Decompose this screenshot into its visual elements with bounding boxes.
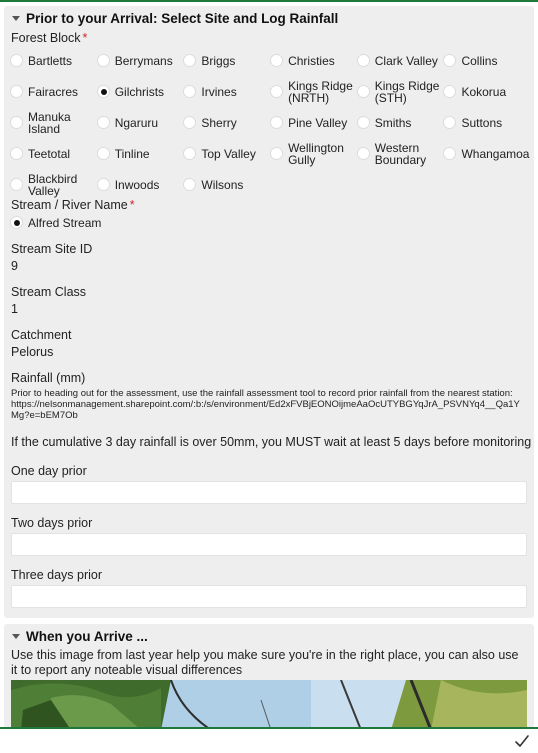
two-days-prior-label: Two days prior bbox=[11, 516, 93, 530]
forest-block-option-label: Suttons bbox=[461, 115, 503, 130]
forest-block-option[interactable] bbox=[357, 138, 444, 169]
one-day-prior-input[interactable] bbox=[11, 481, 527, 504]
stream-option-alfred[interactable] bbox=[10, 216, 101, 229]
section-header-prior-to-arrival[interactable] bbox=[4, 6, 534, 30]
forest-block-option-label: Briggs bbox=[201, 53, 236, 68]
forest-block-option-label: Gilchrists bbox=[114, 84, 165, 99]
forest-block-option-label: Manuka Island bbox=[28, 109, 71, 136]
forest-block-option[interactable] bbox=[183, 169, 270, 200]
forest-block-option[interactable] bbox=[443, 138, 530, 169]
top-accent-rule bbox=[0, 0, 538, 2]
stream-site-id-value: 9 bbox=[11, 259, 18, 273]
forest-block-option[interactable] bbox=[10, 138, 97, 169]
radio-button[interactable] bbox=[183, 116, 196, 129]
forest-block-option-label: Pine Valley bbox=[288, 115, 348, 130]
forest-block-option-label: Christies bbox=[288, 53, 335, 68]
radio-button[interactable] bbox=[10, 54, 23, 67]
forest-block-option-label: Inwoods bbox=[114, 177, 160, 192]
radio-button[interactable] bbox=[443, 147, 456, 160]
rainfall-label: Rainfall (mm) bbox=[11, 371, 86, 385]
forest-block-option-label: Irvines bbox=[201, 84, 237, 99]
radio-button[interactable] bbox=[10, 147, 23, 160]
forest-block-option[interactable] bbox=[357, 76, 444, 107]
radio-button[interactable] bbox=[357, 147, 370, 160]
site-photo-image bbox=[11, 680, 527, 728]
two-days-prior-input[interactable] bbox=[11, 533, 527, 556]
forest-block-option[interactable] bbox=[183, 76, 270, 107]
radio-button[interactable] bbox=[270, 116, 283, 129]
checkmark-icon[interactable] bbox=[514, 733, 530, 749]
reference-site-photo bbox=[11, 680, 527, 728]
forest-block-option[interactable] bbox=[443, 76, 530, 107]
radio-button[interactable] bbox=[443, 54, 456, 67]
radio-button[interactable] bbox=[97, 85, 110, 98]
forest-block-option[interactable] bbox=[357, 45, 444, 76]
rainfall-warning: If the cumulative 3 day rainfall is over 50mm, you MUST wait at least 5 days before monitoring bbox=[11, 435, 532, 449]
arrival-description: Use this image from last year help you make sure you're in the right place, you can also use it to report any noteable visual differences bbox=[11, 648, 519, 677]
chevron-down-icon[interactable] bbox=[12, 634, 20, 639]
forest-block-option[interactable] bbox=[270, 107, 357, 138]
section-title: Prior to your Arrival: Select Site and Log Rainfall bbox=[26, 10, 339, 26]
radio-button[interactable] bbox=[357, 116, 370, 129]
rainfall-hint: Prior to heading out for the assessment, use the rainfall assessment tool to record prior rainfall from the nearest station: bbox=[11, 388, 513, 399]
forest-block-option[interactable] bbox=[97, 138, 184, 169]
forest-block-radio-group bbox=[10, 45, 530, 200]
radio-button[interactable] bbox=[270, 85, 283, 98]
forest-block-option-label: Wilsons bbox=[201, 177, 244, 192]
section-header-when-you-arrive[interactable] bbox=[4, 624, 534, 648]
forest-block-option[interactable] bbox=[270, 45, 357, 76]
forest-block-option-label: Berrymans bbox=[114, 53, 173, 68]
forest-block-option[interactable] bbox=[97, 169, 184, 200]
forest-block-option[interactable] bbox=[97, 107, 184, 138]
forest-block-option-label: Kokorua bbox=[461, 84, 507, 99]
rainfall-tool-link[interactable]: https://nelsonmanagement.sharepoint.com/:b:/s/environment/Ed2xFVBjEONOijmeAaOcUTYBGYqJrA_PSVNYq4__Qa1YMg?e=bEM7Ob bbox=[11, 399, 520, 421]
stream-site-id-label: Stream Site ID bbox=[11, 242, 93, 256]
forest-block-option[interactable] bbox=[183, 107, 270, 138]
forest-block-option-label: Western Boundary bbox=[374, 140, 427, 167]
radio-button[interactable] bbox=[183, 147, 196, 160]
three-days-prior-input[interactable] bbox=[11, 585, 527, 608]
forest-block-option-label: Collins bbox=[461, 53, 498, 68]
one-day-prior-label: One day prior bbox=[11, 464, 87, 478]
forest-block-option[interactable] bbox=[443, 107, 530, 138]
forest-block-option[interactable] bbox=[270, 76, 357, 107]
forest-block-option-label: Tinline bbox=[114, 146, 150, 161]
forest-block-option[interactable] bbox=[97, 76, 184, 107]
forest-block-option[interactable] bbox=[270, 138, 357, 169]
radio-button[interactable] bbox=[97, 178, 110, 191]
radio-button[interactable] bbox=[10, 216, 23, 229]
forest-block-option[interactable] bbox=[10, 107, 97, 138]
radio-button[interactable] bbox=[97, 116, 110, 129]
radio-button[interactable] bbox=[183, 85, 196, 98]
catchment-value: Pelorus bbox=[11, 345, 54, 359]
forest-block-option[interactable] bbox=[10, 45, 97, 76]
forest-block-option-label: Clark Valley bbox=[374, 53, 438, 68]
radio-button[interactable] bbox=[270, 147, 283, 160]
forest-block-option-label: Smiths bbox=[374, 115, 412, 130]
stream-name-label bbox=[11, 198, 135, 212]
forest-block-option[interactable] bbox=[443, 45, 530, 76]
forest-block-option-label: Bartletts bbox=[28, 53, 73, 68]
radio-button[interactable] bbox=[10, 116, 23, 129]
forest-block-option-label: Fairacres bbox=[28, 84, 79, 99]
radio-button[interactable] bbox=[443, 85, 456, 98]
forest-block-option-label: Teetotal bbox=[28, 146, 71, 161]
forest-block-option[interactable] bbox=[183, 138, 270, 169]
radio-button[interactable] bbox=[270, 54, 283, 67]
radio-button[interactable] bbox=[357, 85, 370, 98]
forest-block-option-label: Whangamoa bbox=[461, 146, 530, 161]
radio-button[interactable] bbox=[443, 116, 456, 129]
forest-block-option-label: Kings Ridge (STH) bbox=[374, 78, 440, 105]
forest-block-option[interactable] bbox=[10, 76, 97, 107]
stream-class-label: Stream Class bbox=[11, 285, 87, 299]
forest-block-option-label: Wellington Gully bbox=[288, 140, 344, 167]
radio-button[interactable] bbox=[10, 85, 23, 98]
radio-button[interactable] bbox=[97, 54, 110, 67]
forest-block-label bbox=[11, 31, 87, 45]
forest-block-label-text: Forest Block bbox=[11, 31, 81, 45]
radio-button[interactable] bbox=[183, 178, 196, 191]
required-marker: * bbox=[129, 198, 135, 212]
section-when-you-arrive bbox=[4, 624, 534, 728]
forest-block-option-label: Top Valley bbox=[201, 146, 256, 161]
forest-block-option-label: Kings Ridge (NRTH) bbox=[288, 78, 353, 105]
section-prior-to-arrival bbox=[4, 6, 534, 618]
form-footer bbox=[0, 727, 538, 753]
stream-class-value: 1 bbox=[11, 302, 18, 316]
required-marker: * bbox=[82, 31, 88, 45]
forest-block-option[interactable] bbox=[357, 107, 444, 138]
radio-button[interactable] bbox=[97, 147, 110, 160]
forest-block-option-label: Ngaruru bbox=[114, 115, 159, 130]
chevron-down-icon[interactable] bbox=[12, 16, 20, 21]
radio-button[interactable] bbox=[10, 178, 23, 191]
forest-block-option[interactable] bbox=[183, 45, 270, 76]
forest-block-option-label: Blackbird Valley bbox=[28, 171, 78, 198]
stream-option-label: Alfred Stream bbox=[28, 215, 102, 230]
radio-button[interactable] bbox=[183, 54, 196, 67]
stream-name-label-text: Stream / River Name bbox=[11, 198, 128, 212]
forest-block-option[interactable] bbox=[10, 169, 97, 200]
forest-block-option-label: Sherry bbox=[201, 115, 237, 130]
three-days-prior-label: Three days prior bbox=[11, 568, 103, 582]
section-title: When you Arrive ... bbox=[26, 628, 148, 644]
forest-block-option[interactable] bbox=[97, 45, 184, 76]
catchment-label: Catchment bbox=[11, 328, 72, 342]
radio-button[interactable] bbox=[357, 54, 370, 67]
